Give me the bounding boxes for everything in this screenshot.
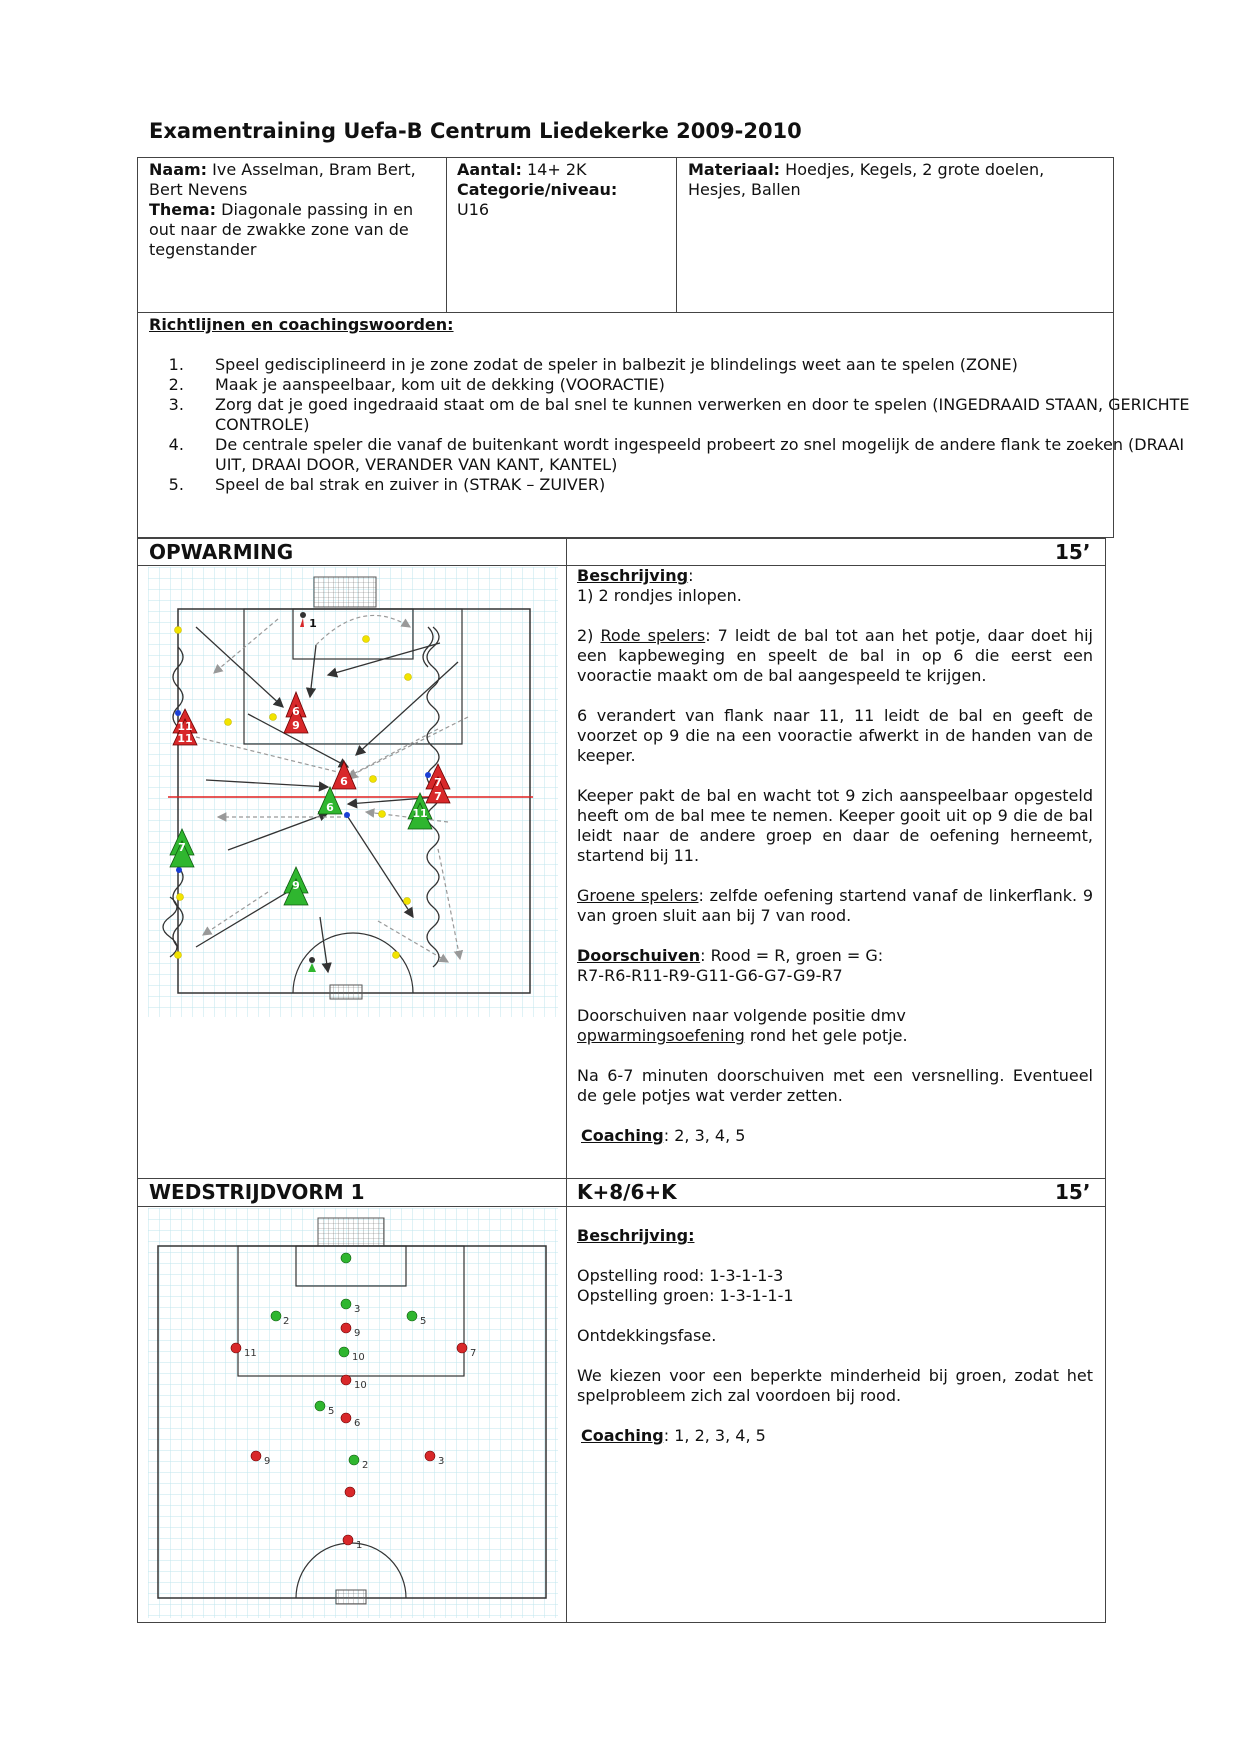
diagram2-label: 2 bbox=[362, 1460, 369, 1471]
diagram2-label: 11 bbox=[244, 1348, 257, 1359]
opwarming-title: OPWARMING bbox=[149, 540, 294, 564]
diagram2-label: 9 bbox=[354, 1328, 361, 1339]
diagram1-label: 11 bbox=[412, 807, 428, 820]
diagram1-label: 9 bbox=[292, 719, 300, 732]
thema-value: Diagonale passing in en out naar de zwakke zone van de tegenstander bbox=[149, 200, 414, 259]
fase: Ontdekkingsfase. bbox=[577, 1326, 717, 1345]
wv-coaching: Coaching: 1, 2, 3, 4, 5 bbox=[581, 1426, 766, 1445]
categorie-label: Categorie/niveau: bbox=[457, 180, 618, 199]
goal-net-top bbox=[318, 1218, 384, 1246]
naam-label: Naam: bbox=[149, 160, 208, 179]
beschrijving-label: Beschrijving bbox=[577, 566, 689, 585]
opwarming-diagram bbox=[148, 567, 558, 1017]
richtlijn-item: 4. De centrale speler die vanaf de buitenkant wordt ingespeeld probeert zo snel mogelijk de andere flank te zoeken (DRAAI UIT, DRAAI DOOR, VERANDER VAN KANT, KANTEL) bbox=[189, 435, 1194, 475]
diagram1-label: 7 bbox=[434, 776, 442, 789]
opwarming-p2: 2) Rode spelers: 7 leidt de bal tot aan het potje, daar doet hij een kapbeweging en speelt de bal in op 6 die eerst een vooractie maakt om de bal aangespeeld te krijgen. bbox=[577, 626, 1094, 685]
wedstrijdvorm-duration: 15’ bbox=[1055, 1180, 1091, 1204]
diagram1-label: 6 bbox=[326, 801, 334, 814]
opstelling-groen: Opstelling groen: 1-3-1-1-1 bbox=[577, 1286, 794, 1305]
richtlijn-item: 1. Speel gedisciplineerd in je zone zodat de speler in balbezit je blindelings weet aan te spelen (ZONE) bbox=[189, 355, 1194, 375]
wv-text: We kiezen voor een beperkte minderheid bij groen, zodat het spelprobleem zich zal voordoen bij rood. bbox=[577, 1366, 1093, 1405]
wv-beschrijving-label: Beschrijving: bbox=[577, 1226, 695, 1245]
wedstrijdvorm-description bbox=[577, 1226, 1093, 1446]
diagram1-label: 9 bbox=[292, 879, 300, 892]
diagram1-label: 11 bbox=[177, 732, 193, 745]
opwarming-p4: Keeper pakt de bal en wacht tot 9 zich aanspeelbaar opgesteld heeft om de bal mee te nemen. Keeper gooit uit op 9 die de bal leidt naar de andere groep en daar de oefening herneemt, startend bij 11. bbox=[577, 786, 1093, 865]
richtlijn-item: 5. Speel de bal strak en zuiver in (STRAK – ZUIVER) bbox=[189, 475, 1194, 495]
diagram2-label: 3 bbox=[354, 1304, 361, 1315]
wedstrijdvorm-diagram bbox=[148, 1208, 558, 1618]
diagram1-label: 6 bbox=[292, 705, 300, 718]
diagram1-label: 7 bbox=[434, 790, 442, 803]
opwarming-p7: Doorschuiven naar volgende positie dmv opwarmingsoefening rond het gele potje. bbox=[577, 1006, 908, 1045]
thema-label: Thema: bbox=[149, 200, 217, 219]
opwarming-p5: Groene spelers: zelfde oefening startend vanaf de linkerflank. 9 van groen sluit aan bij 7 van rood. bbox=[577, 886, 1094, 925]
opwarming-p1: 1) 2 rondjes inlopen. bbox=[577, 586, 742, 605]
diagram1-label: 7 bbox=[178, 841, 186, 854]
opwarming-p6: Doorschuiven: Rood = R, groen = G: R7-R6-R11-R9-G11-G6-G7-G9-R7 bbox=[577, 946, 884, 985]
goal-net-top bbox=[314, 577, 376, 607]
diagram2-label: 5 bbox=[420, 1316, 427, 1327]
richtlijn-item: 2. Maak je aanspeelbaar, kom uit de dekking (VOORACTIE) bbox=[189, 375, 1194, 395]
diagram1-label: 6 bbox=[340, 775, 348, 788]
naam-cell bbox=[149, 160, 439, 260]
opstelling-rood: Opstelling rood: 1-3-1-1-3 bbox=[577, 1266, 784, 1285]
goal-net-bottom bbox=[330, 985, 362, 999]
materiaal-cell bbox=[688, 160, 1098, 200]
diagram2-label: 10 bbox=[354, 1380, 367, 1391]
diagram2-label: 6 bbox=[354, 1418, 361, 1429]
diagram2-label: 5 bbox=[328, 1406, 335, 1417]
goal-net-bottom bbox=[336, 1590, 366, 1604]
richtlijnen-heading: Richtlijnen en coachingswoorden: bbox=[149, 315, 454, 334]
aantal-label: Aantal: bbox=[457, 160, 522, 179]
richtlijn-item: 3. Zorg dat je goed ingedraaid staat om de bal snel te kunnen verwerken en door te spelen (INGEDRAAID STAAN, GERICHTE CONTROLE) bbox=[189, 395, 1194, 435]
opwarming-p3: 6 verandert van flank naar 11, 11 leidt de bal en geeft de voorzet op 9 die na een vooractie afwerkt in de handen van de keeper. bbox=[577, 706, 1093, 765]
opwarming-description: Beschrijving: 1) 2 rondjes inlopen. 2) Rode spelers: 7 leidt de bal tot aan het potje, daar doet hij een kapbeweging en speelt de bal in op 6 die eerst een vooractie maakt om de bal aangespeeld te krijgen. 6 verandert van flank naar 11, 11 leidt de bal en geeft de voorzet op 9 die na een vooractie afwerkt in de handen van de keeper. Keeper pakt de bal en wacht tot 9 zich aanspeelbaar opgesteld heeft om de bal mee te nemen. Keeper gooit uit op 9 die de bal leidt naar de andere groep en daar de oefening herneemt, startend bij 11. Groene spelers: zelfde oefening startend vanaf de linkerflank. 9 van groen sluit aan bij 7 van rood. Doorschuiven: Rood = R, groen = G: R7-R6-R11-R9-G11-G6-G7-G9-R7 Doorschuiven naar volgende positie dmv opwarmingsoefening rond het gele potje. Na 6-7 minuten doorschuiven met een versnelling. Eventueel de gele potjes wat verder zetten. Coaching: 2, 3, 4, 5 bbox=[577, 566, 1094, 1145]
naam-value: Ive Asselman, Bram Bert, Bert Nevens bbox=[149, 160, 416, 199]
wedstrijdvorm-format: K+8/6+K bbox=[577, 1180, 677, 1204]
materiaal-value: Hoedjes, Kegels, 2 grote doelen, Hesjes, Ballen bbox=[688, 160, 1045, 199]
aantal-value: 14+ 2K bbox=[527, 160, 587, 179]
wedstrijdvorm-title: WEDSTRIJDVORM 1 bbox=[149, 1180, 365, 1204]
opwarming-coaching: Coaching: 2, 3, 4, 5 bbox=[581, 1126, 746, 1145]
categorie-value: U16 bbox=[457, 200, 490, 219]
diagram2-label: 2 bbox=[283, 1316, 290, 1327]
opwarming-duration: 15’ bbox=[1055, 540, 1091, 564]
diagram2-label: 10 bbox=[352, 1352, 365, 1363]
page-title: Examentraining Uefa-B Centrum Liedekerke 2009-2010 bbox=[149, 119, 802, 143]
diagram1-label: 1 bbox=[309, 617, 317, 630]
diagram2-label: 7 bbox=[470, 1348, 477, 1359]
aantal-cell bbox=[457, 160, 667, 220]
materiaal-label: Materiaal: bbox=[688, 160, 781, 179]
diagram2-label: 9 bbox=[264, 1456, 271, 1467]
diagram1-label: 11 bbox=[177, 720, 193, 733]
diagram2-label: 1 bbox=[356, 1540, 363, 1551]
diagram2-label: 3 bbox=[438, 1456, 445, 1467]
richtlijnen-list bbox=[104, 355, 1194, 495]
opwarming-p8: Na 6-7 minuten doorschuiven met een versnelling. Eventueel de gele potjes wat verder zetten. bbox=[577, 1066, 1093, 1105]
